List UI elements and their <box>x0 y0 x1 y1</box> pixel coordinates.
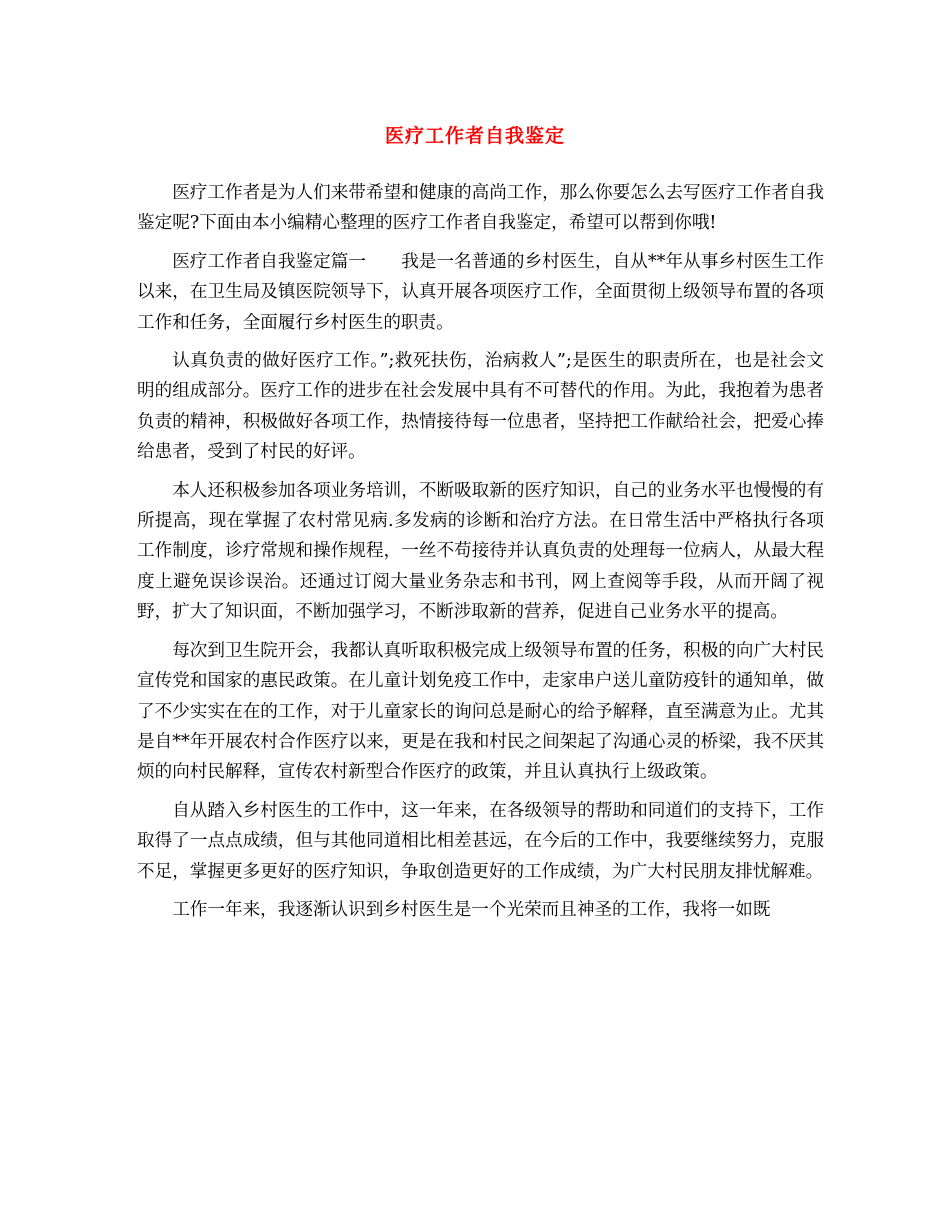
document-body <box>137 178 824 933</box>
paragraph-meetings: 每次到卫生院开会，我都认真听取积极完成上级领导布置的任务，积极的向广大村民宣传党和国家的惠民政策。在儿童计划免疫工作中，走家串户送儿童防疫针的通知单，做了不少实实在在的工作，对于儿童家长的询问总是耐心的给予解释，直至满意为止。尤其是自**年开展农村合作医疗以来，更是在我和村民之间架起了沟通心灵的桥梁，我不厌其烦的向村民解释，宣传农村新型合作医疗的政策，并且认真执行上级政策。 <box>137 640 824 783</box>
paragraph-intro: 医疗工作者是为人们来带希望和健康的高尚工作，那么你要怎么去写医疗工作者自我鉴定呢?下面由本小编精心整理的医疗工作者自我鉴定，希望可以帮到你哦! <box>137 183 824 234</box>
paragraph-section-one: 医疗工作者自我鉴定篇一 我是一名普通的乡村医生，自从**年从事乡村医生工作以来，在卫生局及镇医院领导下，认真开展各项医疗工作，全面贯彻上级领导布置的各项工作和任务，全面履行乡村医生的职责。 <box>137 251 824 333</box>
document-title: 医疗工作者自我鉴定 <box>384 125 565 147</box>
paragraph-conclusion: 工作一年来，我逐渐认识到乡村医生是一个光荣而且神圣的工作，我将一如既 <box>172 899 771 920</box>
paragraph-duty: 认真负责的做好医疗工作。”;救死扶伤，治病救人”;是医生的职责所在，也是社会文明的组成部分。医疗工作的进步在社会发展中具有不可替代的作用。为此，我抱着为患者负责的精神，积极做好各项工作，热情接待每一位患者，坚持把工作献给社会，把爱心捧给患者，受到了村民的好评。 <box>137 351 824 463</box>
paragraph-training: 本人还积极参加各项业务培训，不断吸取新的医疗知识，自己的业务水平也慢慢的有所提高，现在掌握了农村常见病.多发病的诊断和治疗方法。在日常生活中严格执行各项工作制度，诊疗常规和操作规程，一丝不苟接待并认真负责的处理每一位病人，从最大程度上避免误诊误治。还通过订阅大量业务杂志和书刊，网上查阅等手段，从而开阔了视野，扩大了知识面，不断加强学习，不断涉取新的营养，促进自己业务水平的提高。 <box>137 480 824 623</box>
paragraph-achievements: 自从踏入乡村医生的工作中，这一年来，在各级领导的帮助和同道们的支持下，工作取得了一点点成绩，但与其他同道相比相差甚远，在今后的工作中，我要继续努力，克服不足，掌握更多更好的医疗知识，争取创造更好的工作成绩，为广大村民朋友排忧解难。 <box>137 800 824 882</box>
